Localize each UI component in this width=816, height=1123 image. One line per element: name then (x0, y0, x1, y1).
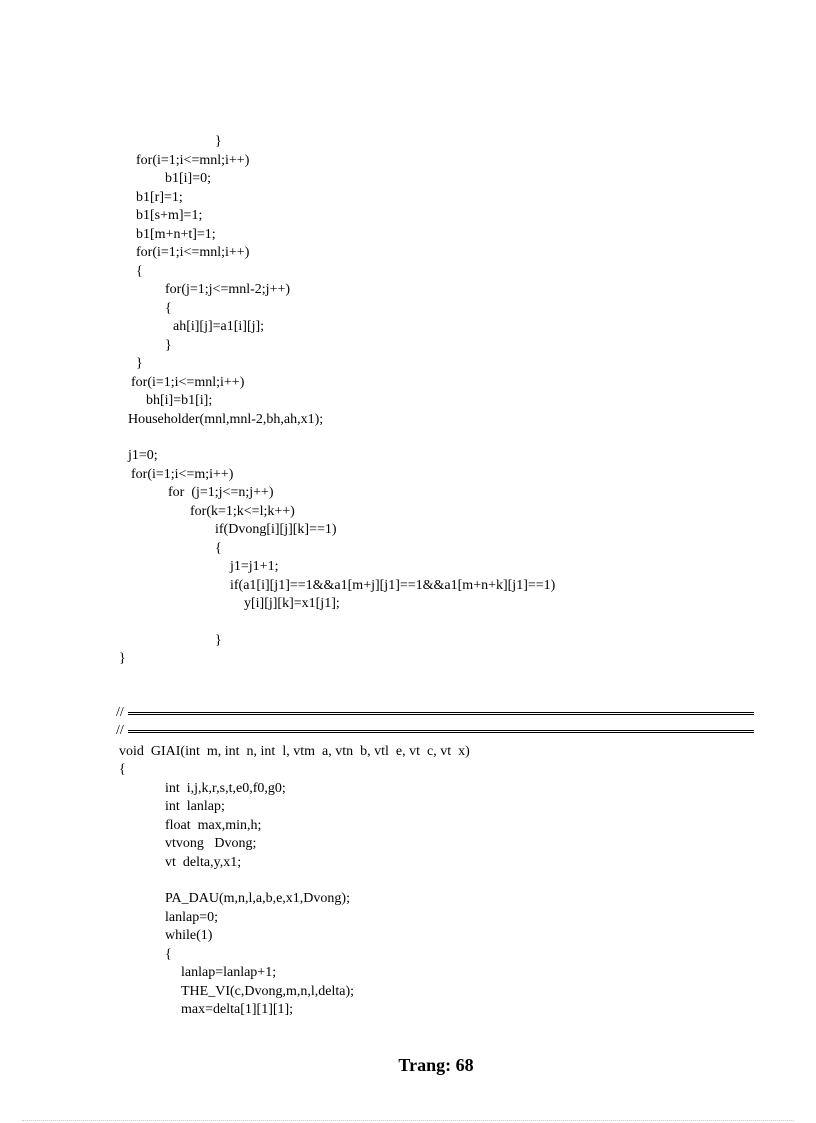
code-line: { (119, 762, 126, 777)
code-line: lanlap=0; (165, 910, 218, 925)
code-line: j1=j1+1; (230, 559, 279, 574)
code-line: b1[r]=1; (136, 190, 183, 205)
separator-slashes: // (116, 705, 124, 720)
code-line: for(i=1;i<=mnl;i++) (131, 375, 245, 390)
code-line: } (119, 651, 126, 666)
comment-separator (116, 722, 754, 740)
code-line: for(i=1;i<=mnl;i++) (136, 153, 250, 168)
code-line: { (165, 301, 172, 316)
code-line: { (165, 947, 172, 962)
code-line: { (136, 264, 143, 279)
page-bottom-border (22, 1120, 794, 1121)
code-line: if(Dvong[i][j][k]==1) (215, 522, 337, 537)
code-line: ah[i][j]=a1[i][j]; (173, 319, 265, 334)
code-line: while(1) (165, 928, 213, 943)
code-line: { (215, 541, 222, 556)
separator-rule (128, 730, 754, 733)
code-line: } (165, 338, 172, 353)
code-line: PA_DAU(m,n,l,a,b,e,x1,Dvong); (165, 891, 350, 906)
code-line: for(k=1;k<=l;k++) (190, 504, 295, 519)
code-line: b1[m+n+t]=1; (136, 227, 216, 242)
comment-separator (116, 704, 754, 722)
separator-rule (128, 712, 754, 715)
code-line: void GIAI(int m, int n, int l, vtm a, vtn b, vtl e, vt c, vt x) (119, 744, 470, 759)
code-line: int lanlap; (165, 799, 225, 814)
code-line: for(i=1;i<=mnl;i++) (136, 245, 250, 260)
code-line: for(i=1;i<=m;i++) (131, 467, 234, 482)
code-line: max=delta[1][1][1]; (181, 1002, 294, 1017)
code-line: b1[i]=0; (165, 171, 211, 186)
code-line: } (215, 134, 222, 149)
separator-slashes: // (116, 723, 124, 738)
code-line: } (136, 356, 143, 371)
code-line: b1[s+m]=1; (136, 208, 203, 223)
code-line: THE_VI(c,Dvong,m,n,l,delta); (181, 984, 355, 999)
code-line: y[i][j][k]=x1[j1]; (244, 596, 340, 611)
code-line: int i,j,k,r,s,t,e0,f0,g0; (165, 781, 286, 796)
code-line: j1=0; (128, 448, 158, 463)
code-line: vtvong Dvong; (165, 836, 257, 851)
code-line: vt delta,y,x1; (165, 855, 242, 870)
code-line: if(a1[i][j1]==1&&a1[m+j][j1]==1&&a1[m+n+k][j1]==1) (230, 578, 556, 593)
code-line: for(j=1;j<=mnl-2;j++) (165, 282, 291, 297)
code-line: lanlap=lanlap+1; (181, 965, 277, 980)
code-line: bh[i]=b1[i]; (146, 393, 213, 408)
code-line: } (215, 633, 222, 648)
code-line: float max,min,h; (165, 818, 262, 833)
code-line: Householder(mnl,mnl-2,bh,ah,x1); (128, 412, 324, 427)
code-line: for (j=1;j<=n;j++) (168, 485, 274, 500)
page-number: Trang: 68 (398, 1055, 474, 1075)
